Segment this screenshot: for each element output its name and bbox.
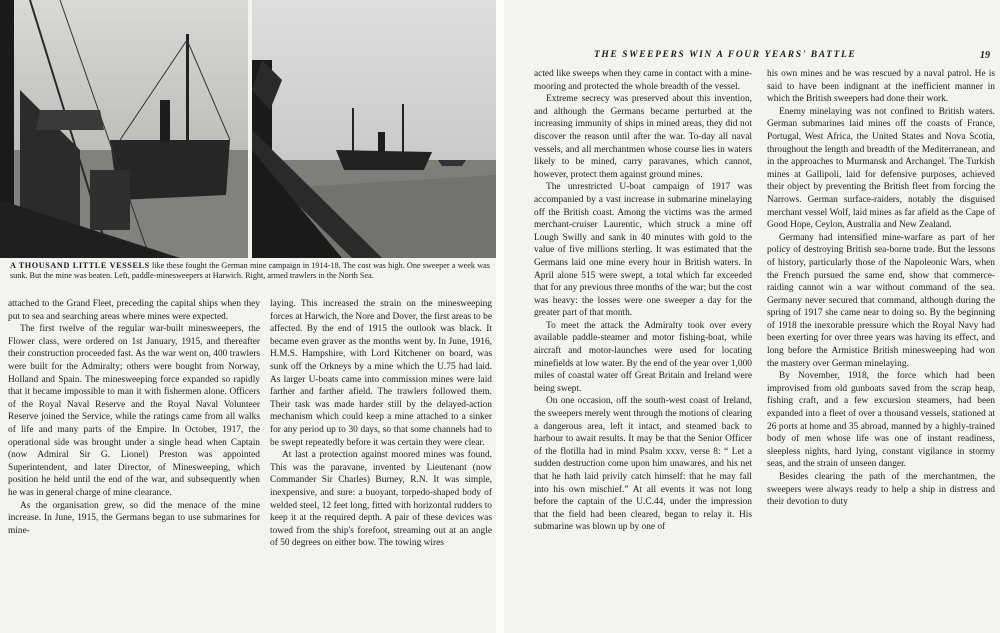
paddle-minesweepers-illustration [0, 0, 248, 258]
paragraph: The first twelve of the regular war-built minesweepers, the Flower class, were ordered on 1st January, 1915, and thereafter their construction proceeded fast. As the war went on, 400 trawlers were built for the Admiralty; others were bought from Norway, Holland and Spain. The minesweeping force expanded so rapidly that it became impossible to man it with fishermen alone. Officers of the Royal Naval Reserve and the Royal Naval Volunteer Reserve joined the Service, while the ratings came from all walks of life and many parts of the Empire. In October, 1917, the operational side was brought under a single head when Captain (now Admiral Sir G. Lionel) Preston was appointed Superintendent, and later Director, of Minesweeping, which position he held until the end of the war, and subsequently when he was in general charge of mine clearance. [8, 324, 260, 498]
running-head: THE SWEEPERS WIN A FOUR YEARS' BATTLE [594, 50, 857, 60]
right-column-2 [767, 68, 995, 509]
left-column-1 [8, 298, 260, 537]
right-column-1 [534, 68, 752, 534]
paragraph: At last a protection against moored mines was found. This was the paravane, invented by Lieutenant (now Commander Sir Charles) Burney, R.N. It was simple, inexpensive, and sure: a buoyant, torpedo-shaped body of welded steel, 12 feet long, fitted with horizontal rudders to keep it at the required depth. A pair of these devices was towed from the ship's forefoot, streaming out at an angle of 50 degrees on either bow. The towing wires [270, 450, 492, 549]
paragraph: Besides clearing the path of the merchantmen, the sweepers were always ready to help a ship in distress and their devotion to duty [767, 472, 995, 508]
paragraph: Germany had intensified mine-warfare as part of her policy of destroying British sea-borne trade. But the lessons of history, particularly those of the Napoleonic Wars, when the French pursued the same end, show that commerce-raiding cannot win a war without command of the sea. Germany never secured that command, although during the spring of 1917 she came near to doing so. By the beginning of 1918 the inexorable pressure which the Royal Navy had been exerting for over three years was having its effect, and long before the Armistice British minesweeping had won the mastery over German minelaying. [767, 232, 995, 369]
paddle-minesweepers-photo [0, 0, 248, 258]
page-gutter [496, 0, 504, 633]
caption-text: like these fought the German mine campaign in 1914-18. The cost was high. One sweeper a week was sunk. But the mine was beaten. Left, paddle-minesweepers at Harwich. Right, armed trawlers in the North Sea. [10, 261, 490, 280]
paragraph: As the organisation grew, so did the menace of the mine increase. In June, 1915, the Germans began to use submarines for mine- [8, 500, 260, 536]
caption-lead: A THOUSAND LITTLE VESSELS [10, 261, 150, 270]
paragraph: attached to the Grand Fleet, preceding the capital ships when they put to sea and searching areas where mines were expected. [8, 299, 260, 322]
paragraph: The unrestricted U-boat campaign of 1917 was accompanied by a vast increase in submarine minelaying off the British coast. Among the victims was the armed merchant-cruiser Laurentic, which struck a mine off Lough Swilly and sank in 40 minutes with gold to the value of five millions sterling. It was estimated that the Germans laid one mine every hour in British waters. In April alone 515 were swept, a total which far exceeded that for any previous three months of the war; but the cost was heavy: the losses were one sweeper a day for the greater part of that month. [534, 182, 752, 319]
left-column-2 [270, 298, 492, 550]
armed-trawlers-illustration [252, 0, 496, 258]
photo-caption [10, 261, 490, 280]
paragraph: Enemy minelaying was not confined to British waters. German submarines laid mines off the coasts of France, Portugal, West Africa, the United States and Nova Scotia, throughout the length and breadth of the Mediterranean, and in the approaches to Murmansk and Archangel. The Turkish mines at Gallipoli, laid for defensive purposes, achieved their object by preventing the British fleet from forcing the Narrows. German surface-raiders, notably the disguised merchant vessel Wolf, laid mines as far afield as the Cape of Good Hope, Ceylon, Australia and New Zealand. [767, 106, 995, 231]
armed-trawlers-photo [252, 0, 496, 258]
paragraph: his own mines and he was rescued by a naval patrol. He is said to have been indignant at the inefficient manner in which the British sweepers had done their work. [767, 69, 995, 105]
paragraph: laying. This increased the strain on the minesweeping forces at Harwich, the Nore and Dover, the first areas to be affected. By the end of 1915 the outlook was black. It became even graver as the months went by. In June, 1916, H.M.S. Hampshire, with Lord Kitchener on board, was sunk off the Orkneys by a mine which the U.75 had laid. As larger U-boats came into commission mines were laid farther and farther afield. The trawlers followed them. Their task was made harder still by the delayed-action mechanism which could keep a mine attached to a sinker for any period up to 30 days, so that some channels had to be swept repeatedly before it was certain they were clear. [270, 299, 492, 448]
right-page [504, 0, 1000, 633]
paragraph: To meet the attack the Admiralty took over every available paddle-steamer and motor fishing-boat, while aircraft and motor-launches were used for locating minefields at low water. By the end of the year over 1,000 miles of coastal water off Great Britain and Ireland were being swept. [534, 320, 752, 394]
paragraph: On one occasion, off the south-west coast of Ireland, the sweepers merely went through the motions of clearing a dangerous area, left it intact, and steamed back to harbour to await results. It may be that the Senior Officer of the flotilla had in mind Psalm xxxv, verse 8: “ Let a sudden destruction come upon him unawares, and his net that he hath laid privily catch himself: that he may fall into his own mischief.” At all events it was not long before the captain of the U.C.44, under the impression that the field had been cleared, began to relay it. His submarine was blown up by one of [534, 396, 752, 533]
paragraph: Extreme secrecy was preserved about this invention, and although the Germans became perturbed at the increasing immunity of ships in mined areas, they did not discover the reason until after the war. To-day all naval vessels, and all merchantmen whose course lies in waters likely to be mined, carry paravanes, which cannot, however, protect them against ground mines. [534, 94, 752, 180]
paragraph: By November, 1918, the force which had been improvised from old gunboats saved from the scrap heap, fishing craft, and a few excursion steamers, had been expanded into a fleet of over a thousand vessels, stationed at 26 ports at home and 35 abroad, manned by a highly-trained body of men whose life was one of instant readiness, sleepless nights, hard lying, constant vigilance in stormy seas, and the strain of unseen danger. [767, 371, 995, 470]
left-page [0, 0, 496, 633]
paragraph: acted like sweeps when they came in contact with a mine-mooring and protected the whole breadth of the vessel. [534, 69, 752, 92]
page-number: 19 [980, 50, 990, 61]
